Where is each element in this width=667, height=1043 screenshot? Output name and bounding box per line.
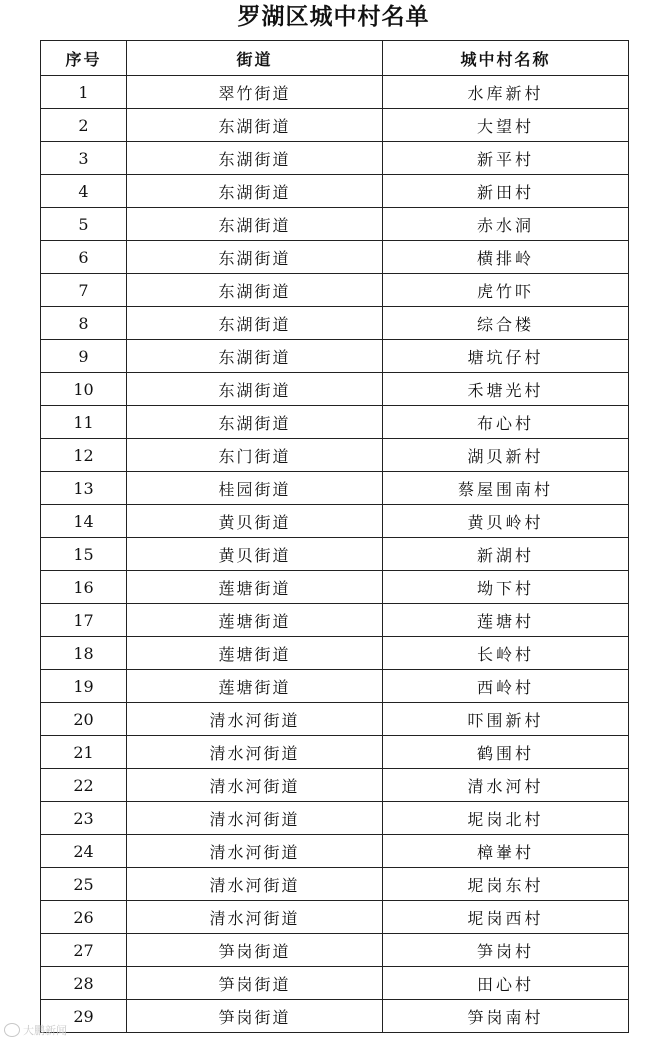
table-row xyxy=(41,208,629,241)
cell-street: 笋岗街道 xyxy=(127,1000,383,1033)
table-row xyxy=(41,571,629,604)
table-row xyxy=(41,967,629,1000)
cell-number: 3 xyxy=(41,142,127,175)
village-table xyxy=(40,40,629,1033)
table-row xyxy=(41,901,629,934)
weibo-logo-icon xyxy=(4,1023,20,1037)
cell-street: 黄贝街道 xyxy=(127,538,383,571)
cell-street: 莲塘街道 xyxy=(127,670,383,703)
cell-street: 清水河街道 xyxy=(127,736,383,769)
cell-number: 13 xyxy=(41,472,127,505)
cell-street: 清水河街道 xyxy=(127,802,383,835)
table-row xyxy=(41,109,629,142)
cell-village: 坭岗东村 xyxy=(383,868,629,901)
cell-village: 西岭村 xyxy=(383,670,629,703)
table-row xyxy=(41,76,629,109)
cell-number: 25 xyxy=(41,868,127,901)
cell-number: 23 xyxy=(41,802,127,835)
cell-street: 东湖街道 xyxy=(127,142,383,175)
cell-number: 2 xyxy=(41,109,127,142)
table-row xyxy=(41,802,629,835)
cell-village: 樟輋村 xyxy=(383,835,629,868)
table-row xyxy=(41,472,629,505)
cell-street: 桂园街道 xyxy=(127,472,383,505)
cell-street: 莲塘街道 xyxy=(127,571,383,604)
cell-village: 黄贝岭村 xyxy=(383,505,629,538)
table-row xyxy=(41,505,629,538)
table-row xyxy=(41,538,629,571)
cell-village: 湖贝新村 xyxy=(383,439,629,472)
table-row xyxy=(41,274,629,307)
cell-number: 4 xyxy=(41,175,127,208)
cell-street: 东湖街道 xyxy=(127,208,383,241)
cell-street: 清水河街道 xyxy=(127,868,383,901)
cell-village: 坳下村 xyxy=(383,571,629,604)
cell-village: 清水河村 xyxy=(383,769,629,802)
cell-number: 9 xyxy=(41,340,127,373)
cell-street: 东湖街道 xyxy=(127,241,383,274)
cell-village: 禾塘光村 xyxy=(383,373,629,406)
cell-number: 28 xyxy=(41,967,127,1000)
cell-village: 赤水洞 xyxy=(383,208,629,241)
cell-village: 新湖村 xyxy=(383,538,629,571)
cell-number: 29 xyxy=(41,1000,127,1033)
cell-street: 笋岗街道 xyxy=(127,967,383,1000)
cell-street: 东湖街道 xyxy=(127,340,383,373)
cell-number: 18 xyxy=(41,637,127,670)
table-row xyxy=(41,736,629,769)
table-row xyxy=(41,637,629,670)
cell-number: 27 xyxy=(41,934,127,967)
cell-street: 东湖街道 xyxy=(127,109,383,142)
table-row xyxy=(41,1000,629,1033)
table-row xyxy=(41,604,629,637)
cell-street: 东湖街道 xyxy=(127,274,383,307)
cell-village: 综合楼 xyxy=(383,307,629,340)
table-row xyxy=(41,340,629,373)
cell-number: 20 xyxy=(41,703,127,736)
cell-street: 清水河街道 xyxy=(127,703,383,736)
watermark xyxy=(4,1022,67,1038)
cell-street: 笋岗街道 xyxy=(127,934,383,967)
cell-village: 塘坑仔村 xyxy=(383,340,629,373)
cell-village: 坭岗北村 xyxy=(383,802,629,835)
cell-street: 清水河街道 xyxy=(127,901,383,934)
cell-village: 横排岭 xyxy=(383,241,629,274)
column-header-number: 序号 xyxy=(41,41,127,76)
table-row xyxy=(41,835,629,868)
cell-number: 16 xyxy=(41,571,127,604)
cell-number: 10 xyxy=(41,373,127,406)
cell-street: 清水河街道 xyxy=(127,835,383,868)
cell-number: 12 xyxy=(41,439,127,472)
page-title: 罗湖区城中村名单 xyxy=(237,4,430,30)
table-row xyxy=(41,934,629,967)
cell-number: 21 xyxy=(41,736,127,769)
cell-village: 鹤围村 xyxy=(383,736,629,769)
cell-number: 5 xyxy=(41,208,127,241)
cell-number: 17 xyxy=(41,604,127,637)
table-row xyxy=(41,703,629,736)
cell-street: 东湖街道 xyxy=(127,175,383,208)
cell-street: 东湖街道 xyxy=(127,373,383,406)
cell-street: 翠竹街道 xyxy=(127,76,383,109)
table-row xyxy=(41,175,629,208)
cell-number: 22 xyxy=(41,769,127,802)
cell-village: 布心村 xyxy=(383,406,629,439)
cell-village: 笋岗村 xyxy=(383,934,629,967)
cell-street: 莲塘街道 xyxy=(127,604,383,637)
column-header-street: 街道 xyxy=(127,41,383,76)
cell-village: 虎竹吓 xyxy=(383,274,629,307)
table-row xyxy=(41,241,629,274)
table-row xyxy=(41,769,629,802)
table-row xyxy=(41,670,629,703)
cell-number: 26 xyxy=(41,901,127,934)
cell-street: 东湖街道 xyxy=(127,406,383,439)
table-row xyxy=(41,406,629,439)
cell-street: 清水河街道 xyxy=(127,769,383,802)
column-header-village: 城中村名称 xyxy=(383,41,629,76)
cell-number: 14 xyxy=(41,505,127,538)
cell-number: 15 xyxy=(41,538,127,571)
cell-village: 坭岗西村 xyxy=(383,901,629,934)
cell-village: 长岭村 xyxy=(383,637,629,670)
table-row xyxy=(41,439,629,472)
cell-number: 7 xyxy=(41,274,127,307)
cell-village: 吓围新村 xyxy=(383,703,629,736)
cell-village: 新平村 xyxy=(383,142,629,175)
table-row xyxy=(41,868,629,901)
cell-number: 24 xyxy=(41,835,127,868)
cell-village: 水库新村 xyxy=(383,76,629,109)
cell-street: 莲塘街道 xyxy=(127,637,383,670)
table-row xyxy=(41,142,629,175)
table-header-row xyxy=(41,41,629,76)
cell-number: 6 xyxy=(41,241,127,274)
cell-village: 蔡屋围南村 xyxy=(383,472,629,505)
cell-village: 笋岗南村 xyxy=(383,1000,629,1033)
watermark-text: 大鹏新闻 xyxy=(23,1024,67,1037)
cell-village: 田心村 xyxy=(383,967,629,1000)
cell-village: 新田村 xyxy=(383,175,629,208)
table-row xyxy=(41,373,629,406)
cell-street: 东湖街道 xyxy=(127,307,383,340)
cell-village: 大望村 xyxy=(383,109,629,142)
cell-number: 19 xyxy=(41,670,127,703)
table-row xyxy=(41,307,629,340)
cell-street: 东门街道 xyxy=(127,439,383,472)
cell-street: 黄贝街道 xyxy=(127,505,383,538)
cell-number: 8 xyxy=(41,307,127,340)
cell-number: 1 xyxy=(41,76,127,109)
cell-village: 莲塘村 xyxy=(383,604,629,637)
cell-number: 11 xyxy=(41,406,127,439)
